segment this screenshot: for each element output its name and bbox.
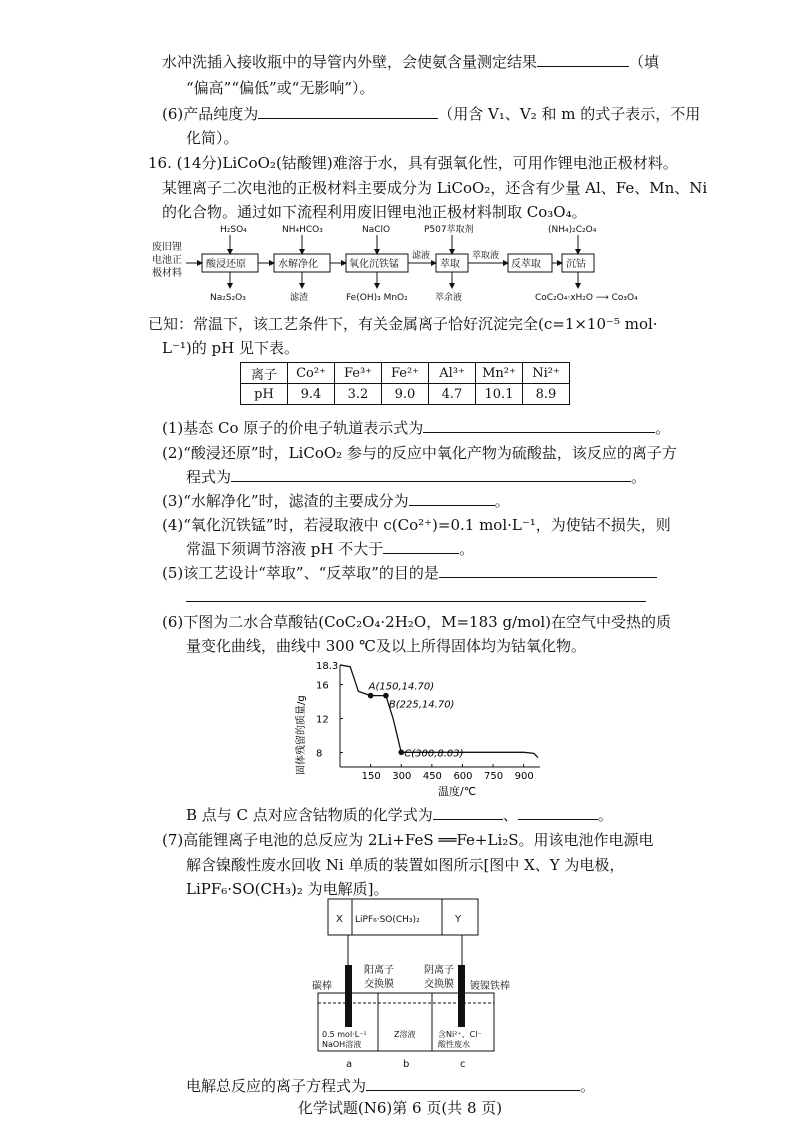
flow-box-label: 酸浸还原 <box>206 259 246 270</box>
flow-box-label: 沉钴 <box>566 259 586 270</box>
text-line <box>186 587 646 607</box>
text-line <box>148 314 658 334</box>
sub-question-5 <box>162 563 657 583</box>
chart-data-label: C(300,8.03) <box>404 748 464 760</box>
text: （用含 V₁、V₂ 和 m 的式子表示，不用 <box>438 105 701 123</box>
text: 解含镍酸性废水回收 Ni 单质的装置如图所示[图中 X、Y 为电极， <box>186 856 625 874</box>
chart-x-tick-label: 300 <box>392 771 412 782</box>
text: (3)“水解净化”时，滤渣的主要成分为 <box>162 492 409 510</box>
ph-table <box>240 362 570 405</box>
chart-series-line <box>340 665 538 758</box>
chart-y-axis-label: 固体残留的质量/g <box>296 695 307 775</box>
chart-x-axis-label: 温度/℃ <box>438 785 477 797</box>
table-cell: 4.7 <box>429 384 476 405</box>
chart-y-tick-label: 12 <box>316 714 329 726</box>
byproduct-label: Fe(OH)₃ MnO₂ <box>346 293 408 303</box>
reagent-label: P507萃取剂 <box>424 225 474 235</box>
text: (2)“酸浸还原”时，LiCoO₂ 参与的反应中氧化产物为硫酸盐，该反应的离子方 <box>162 444 677 462</box>
reagent-label: NH₄HCO₃ <box>282 225 323 235</box>
text: 。 <box>494 492 510 510</box>
table-cell: 9.4 <box>288 384 335 405</box>
text: (1)基态 Co 原子的价电子轨道表示式为 <box>162 419 424 437</box>
table-cell: pH <box>241 384 288 405</box>
answer-blank[interactable] <box>231 467 631 482</box>
answer-blank[interactable] <box>186 587 646 602</box>
text: LiPF₆·SO(CH₃)₂ 为电解质]。 <box>186 880 389 898</box>
table-cell: Ni²⁺ <box>523 363 570 384</box>
table-cell: Fe³⁺ <box>335 363 382 384</box>
text: 。 <box>631 468 647 486</box>
text: (5)该工艺设计“萃取”、“反萃取”的目的是 <box>162 564 439 582</box>
answer-blank[interactable] <box>258 104 438 119</box>
answer-blank[interactable] <box>383 539 459 554</box>
text-line <box>186 467 646 487</box>
table-header-row <box>241 363 570 384</box>
solution-a-label: 0.5 mol·L⁻¹ <box>322 1030 367 1039</box>
solution-a-label: NaOH溶液 <box>322 1040 362 1049</box>
byproduct-label: Na₂S₂O₃ <box>210 293 246 303</box>
answer-blank[interactable] <box>518 805 598 820</box>
page-footer: 化学试题(N6)第 6 页(共 8 页) <box>297 1099 503 1117</box>
sub-question-7 <box>162 830 654 850</box>
chart-data-label: B(225,14.70) <box>388 699 455 711</box>
compartment-a-label: a <box>346 1059 353 1070</box>
flow-box-label: 反萃取 <box>511 259 541 270</box>
sub-question-3 <box>162 491 510 511</box>
text: 。 <box>580 1077 596 1095</box>
text-line <box>186 539 474 559</box>
electrolysis-apparatus <box>300 895 510 1075</box>
answer-blank[interactable] <box>439 563 657 578</box>
membrane-label: 交换膜 <box>424 979 454 990</box>
text: “偏高”“偏低”或“无影响”）。 <box>186 79 375 97</box>
text: 量变化曲线，曲线中 300 ℃及以上所得固体均为钴氧化物。 <box>186 637 586 655</box>
byproduct-label: 滤渣 <box>290 293 309 303</box>
table-cell: Fe²⁺ <box>382 363 429 384</box>
answer-blank[interactable] <box>423 418 655 433</box>
solution-b-label: Z溶液 <box>394 1030 416 1039</box>
text: 16. (14分)LiCoO₂(钴酸锂)难溶于水，具有强氧化性，可用作锂电池正极材料。 <box>148 154 678 172</box>
carbon-rod <box>345 965 352 1027</box>
text: 。 <box>459 540 475 558</box>
text: L⁻¹)的 pH 见下表。 <box>162 339 299 357</box>
flow-start-label-2: 电池正 <box>152 255 182 266</box>
reagent-label: (NH₄)₂C₂O₄ <box>548 225 597 235</box>
flow-box-label: 水解净化 <box>278 259 318 270</box>
reagent-label: NaClO <box>362 225 391 235</box>
flow-start-label-1: 废旧锂 <box>152 242 182 253</box>
mass-loss-chart <box>290 655 550 797</box>
carbon-rod-label: 碳棒 <box>312 981 332 992</box>
nickel-iron-rod <box>458 965 465 1027</box>
electrode-y-label: Y <box>455 914 462 925</box>
chart-data-point <box>383 693 389 699</box>
text: 。 <box>597 806 613 824</box>
text-line <box>162 52 659 72</box>
text: 的化合物。通过如下流程利用废旧锂电池正极材料制取 Co₃O₄。 <box>162 203 587 221</box>
text-line <box>162 338 299 358</box>
text: B 点与 C 点对应含钴物质的化学式为 <box>186 806 433 824</box>
reagent-label: H₂SO₄ <box>220 225 247 235</box>
process-flow-diagram <box>150 222 670 308</box>
table-cell: 离子 <box>241 363 288 384</box>
text: （填 <box>629 53 660 71</box>
sub-question-4 <box>162 515 671 535</box>
chart-data-label: A(150,14.70) <box>368 681 435 693</box>
compartment-b-label: b <box>403 1059 410 1070</box>
sub-question-7-answer <box>186 1076 595 1096</box>
text-line <box>162 178 707 198</box>
table-cell: 8.9 <box>523 384 570 405</box>
text: 电解总反应的离子方程式为 <box>186 1077 367 1095</box>
sub-question-2 <box>162 443 677 463</box>
table-cell: Mn²⁺ <box>476 363 523 384</box>
text: 化简）。 <box>186 129 239 147</box>
chart-y-tick-label: 16 <box>316 680 329 692</box>
text-line <box>162 202 587 222</box>
answer-blank[interactable] <box>433 805 503 820</box>
flow-extract-label: 萃取液 <box>472 251 500 261</box>
text: 、 <box>502 806 518 824</box>
nickel-iron-rod-label: 镀镍铁棒 <box>470 981 510 992</box>
chart-data-point <box>368 693 374 699</box>
text: 某锂离子二次电池的正极材料主要成分为 LiCoO₂，还含有少量 Al、Fe、Mn、Ni <box>162 179 708 197</box>
text-line <box>162 104 700 124</box>
table-cell: 10.1 <box>476 384 523 405</box>
sub-question-6 <box>162 612 671 632</box>
chart-y-tick-label: 18.3 <box>316 661 339 672</box>
text: (6)下图为二水合草酸钴(CoC₂O₄·2H₂O，M=183 g/mol)在空气中受热的质 <box>162 613 671 631</box>
text: (6)产品纯度为 <box>162 105 259 123</box>
chart-x-tick-label: 150 <box>361 771 381 782</box>
table-cell: 9.0 <box>382 384 429 405</box>
text-line <box>186 636 586 656</box>
text: 。 <box>655 419 671 437</box>
text: 已知：常温下，该工艺条件下，有关金属离子恰好沉淀完全(c=1×10⁻⁵ mol· <box>148 315 658 333</box>
table-cell: Al³⁺ <box>429 363 476 384</box>
text: (4)“氧化沉铁锰”时，若浸取液中 c(Co²⁺)=0.1 mol·L⁻¹，为使钴不损失，则 <box>162 516 671 534</box>
sub-question-6-answer <box>186 805 613 825</box>
solution-c-label: 含Ni²⁺、Cl⁻ <box>438 1030 482 1039</box>
sub-question-1 <box>162 418 670 438</box>
table-cell: 3.2 <box>335 384 382 405</box>
question-16-title <box>148 153 678 173</box>
text: 常温下须调节溶液 pH 不大于 <box>186 540 384 558</box>
answer-blank[interactable] <box>366 1076 580 1091</box>
compartment-c-label: c <box>460 1059 466 1070</box>
flow-box-label: 萃取 <box>440 259 460 270</box>
solution-c-label: 酸性废水 <box>438 1040 470 1049</box>
text-line <box>186 78 375 98</box>
text: 程式为 <box>186 468 232 486</box>
text-line <box>186 855 624 875</box>
byproduct-label: 萃余液 <box>435 293 463 303</box>
chart-data-point <box>398 749 404 755</box>
table-row <box>241 384 570 405</box>
chart-x-tick-label: 450 <box>422 771 442 782</box>
chart-x-tick-label: 600 <box>453 771 473 782</box>
chart-y-tick-label: 8 <box>316 748 323 760</box>
flow-start-label-3: 极材料 <box>152 268 182 279</box>
electrode-x-label: X <box>336 914 343 925</box>
membrane-label: 阳离子 <box>364 965 394 976</box>
answer-blank[interactable] <box>409 491 495 506</box>
text: (7)高能锂离子电池的总反应为 2Li+FeS ══Fe+Li₂S。用该电池作电源电 <box>162 831 654 849</box>
chart-x-tick-label: 900 <box>514 771 534 782</box>
product-label: CoC₂O₄·xH₂O ⟶ Co₃O₄ <box>535 293 638 303</box>
flow-filtrate-label: 滤液 <box>412 251 431 261</box>
table-cell: Co²⁺ <box>288 363 335 384</box>
chart-x-tick-label: 750 <box>484 771 504 782</box>
text: 水冲洗插入接收瓶中的导管内外壁，会使氨含量测定结果 <box>162 53 538 71</box>
text-line <box>186 128 239 148</box>
flow-box-label: 氧化沉铁锰 <box>349 259 399 270</box>
membrane-label: 阴离子 <box>424 965 454 976</box>
membrane-label: 交换膜 <box>364 979 394 990</box>
answer-blank[interactable] <box>537 52 629 67</box>
electrolyte-label: LiPF₆·SO(CH₃)₂ <box>355 915 420 925</box>
